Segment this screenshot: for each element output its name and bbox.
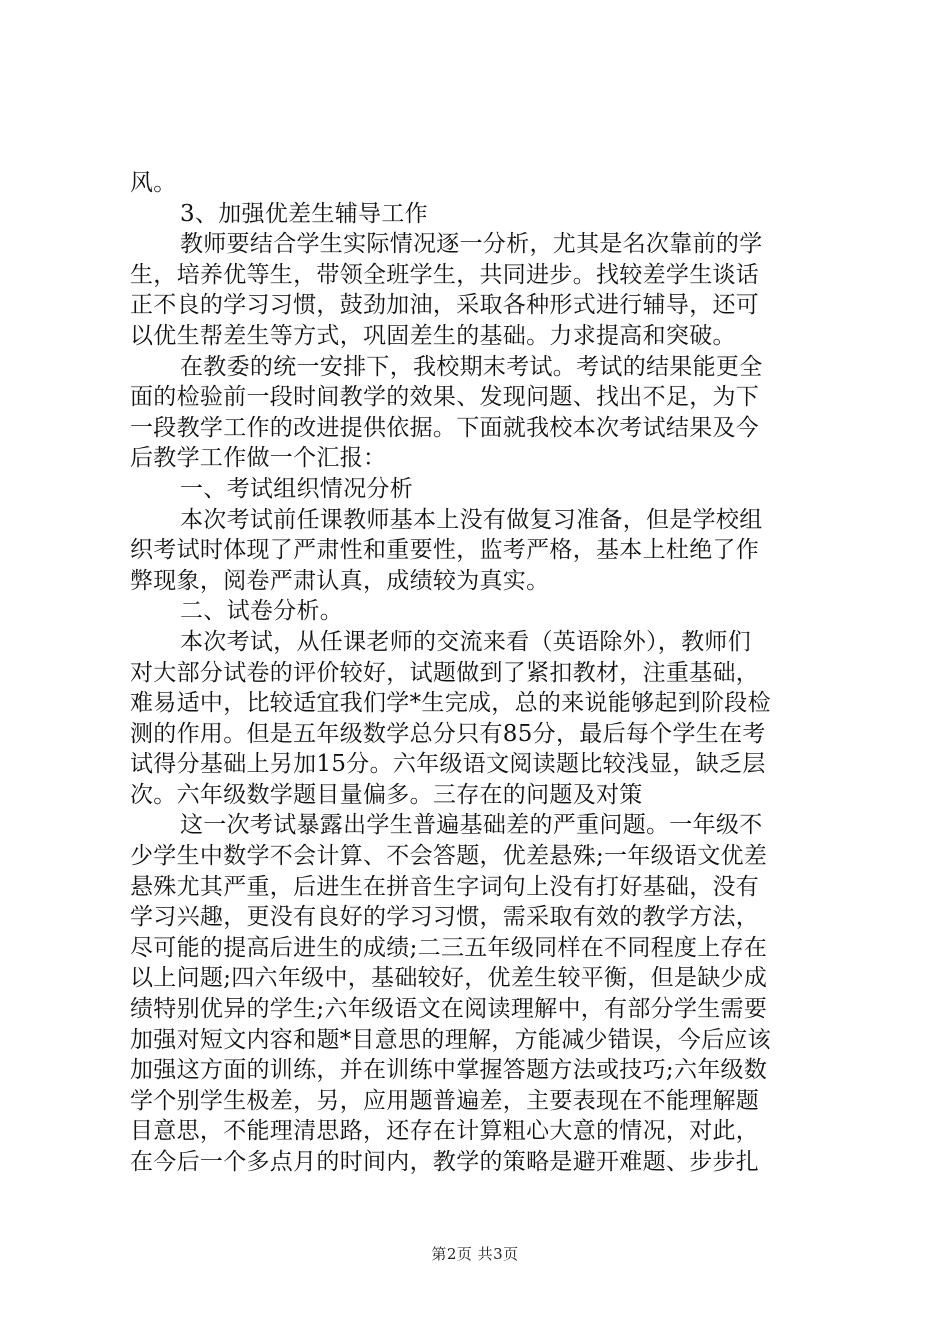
text-line: 加强对短文内容和题*目意思的理解，方能减少错误，今后应该 [130,1026,771,1053]
text-line: 对大部分试卷的评价较好，试题做到了紧扣教材，注重基础， [130,659,760,686]
text-line: 加强这方面的训练，并在训练中掌握答题方法或技巧;六年级数 [130,1057,768,1084]
text-line: 本次考试，从任课老师的交流来看（英语除外），教师们 [180,628,751,655]
text-line: 在教委的统一安排下，我校期末考试。考试的结果能更全 [180,353,763,380]
text-line: 悬殊尤其严重，后进生在拼音生字词句上没有打好基础，没有 [130,873,760,900]
text-line: 学个别学生极差，另，应用题普遍差，主要表现在不能理解题 [130,1087,760,1114]
text-line: 次。六年级数学题目量偏多。三存在的问题及对策 [130,781,643,808]
text-line: 面的检验前一段时间教学的效果、发现问题、找出不足，为下 [130,384,760,411]
text-line: 后教学工作做一个汇报： [130,445,387,472]
text-line: 本次考试前任课教师基本上没有做复习准备，但是学校组 [180,506,763,533]
text-line: 以上问题;四六年级中，基础较好，优差生较平衡，但是缺少成 [130,965,768,992]
text-line: 这一次考试暴露出学生普遍基础差的严重问题。一年级不 [180,812,763,839]
text-line: 一、考试组织情况分析 [180,475,413,502]
text-line: 生，培养优等生，带领全班学生，共同进步。找较差学生谈话 [130,261,760,288]
text-line: 正不良的学习习惯，鼓劲加油，采取各种形式进行辅导，还可 [130,292,760,319]
text-line: 3、加强优差生辅导工作 [180,200,428,227]
page-footer: 第2页 共3页 [431,1245,519,1263]
text-line: 织考试时体现了严肃性和重要性，监考严格，基本上杜绝了作 [130,537,760,564]
text-line: 风。 [130,170,177,196]
text-line: 二、试卷分析。 [180,598,344,625]
text-line: 弊现象，阅卷严肃认真，成绩较为真实。 [130,567,550,594]
text-line: 以优生帮差生等方式，巩固差生的基础。力求提高和突破。 [130,322,736,349]
text-line: 学习兴趣，更没有良好的学习习惯，需采取有效的教学方法， [130,904,760,931]
text-line: 一段教学工作的改进提供依据。下面就我校本次考试结果及今 [130,414,760,441]
text-line: 在今后一个多点月的时间内，教学的策略是避开难题、步步扎 [130,1149,760,1175]
document-body [130,168,818,1178]
text-line: 试得分基础上另加15分。六年级语文阅读题比较浅显，缺乏层 [130,751,766,778]
text-line: 目意思，不能理清思路，还存在计算粗心大意的情况，对此， [130,1118,760,1145]
text-line: 少学生中数学不会计算、不会答题，优差悬殊;一年级语文优差 [130,843,768,870]
text-line: 绩特别优异的学生;六年级语文在阅读理解中，有部分学生需要 [130,996,768,1023]
text-line: 尽可能的提高后进生的成绩;二三五年级同样在不同程度上存在 [130,934,768,961]
text-line: 测的作用。但是五年级数学总分只有85分，最后每个学生在考 [130,720,766,747]
text-line: 教师要结合学生实际情况逐一分析，尤其是名次靠前的学 [180,231,763,258]
text-line: 难易适中，比较适宜我们学*生完成，总的来说能够起到阶段检 [130,690,771,717]
